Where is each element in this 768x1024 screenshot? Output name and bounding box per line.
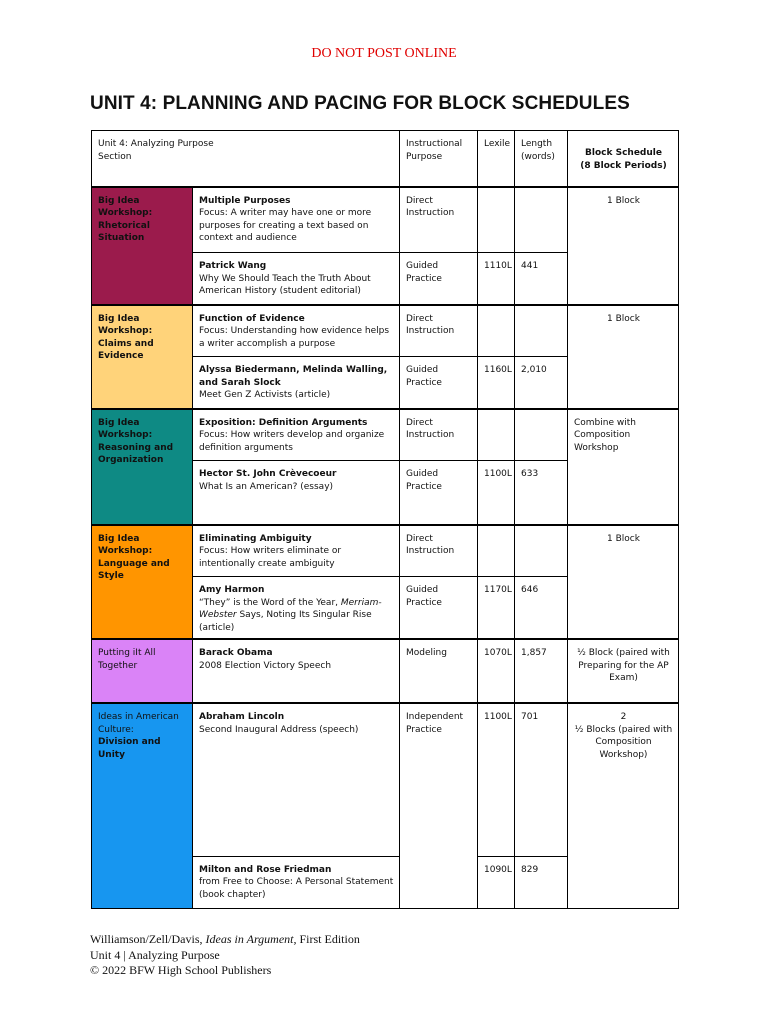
text-description-part1: “They” is the Word of the Year, — [199, 597, 341, 608]
do-not-post-notice: DO NOT POST ONLINE — [311, 46, 457, 61]
text-title: Hector St. John Crèvecoeur — [199, 469, 337, 479]
text-title: Abraham Lincoln — [199, 712, 285, 722]
text-cell — [193, 461, 400, 525]
text-cell — [193, 357, 400, 409]
section-label-line2: Reasoning and Organization — [98, 442, 174, 465]
text-description: Meet Gen Z Activists (article) — [199, 390, 331, 400]
block-cell: Combine with Composition Workshop — [568, 409, 679, 525]
text-cell — [193, 703, 400, 856]
section-label-reasoning — [92, 409, 193, 525]
text-description: from Free to Choose: A Personal Statement (book chapter) — [199, 877, 394, 900]
header-section-line1: Unit 4: Analyzing Purpose — [98, 139, 214, 149]
section-label-line1: Ideas in American Culture: — [98, 712, 179, 735]
header-purpose — [400, 131, 478, 187]
text-cell — [193, 187, 400, 253]
table-row — [92, 409, 679, 461]
text-title: Function of Evidence — [199, 313, 305, 324]
text-description: Focus: How writers eliminate or intentionally create ambiguity — [199, 546, 342, 569]
lexile-cell: 1090L — [478, 856, 515, 908]
text-cell — [193, 305, 400, 357]
header-length-line1: Length — [521, 139, 553, 149]
length-cell: 701 — [515, 703, 568, 856]
purpose-cell: Independent Practice — [400, 703, 478, 908]
purpose-cell: Guided Practice — [400, 253, 478, 305]
lexile-cell: 1100L — [478, 703, 515, 856]
text-cell — [193, 253, 400, 305]
section-label-rhetorical — [92, 187, 193, 305]
text-title: Multiple Purposes — [199, 195, 291, 206]
purpose-cell: Direct Instruction — [400, 409, 478, 461]
block-count: 2 — [620, 712, 627, 722]
length-cell — [515, 409, 568, 461]
lexile-cell: 1160L — [478, 357, 515, 409]
table-row — [92, 703, 679, 856]
length-cell: 646 — [515, 577, 568, 640]
purpose-cell: Guided Practice — [400, 461, 478, 525]
purpose-cell: Guided Practice — [400, 577, 478, 640]
page-title: UNIT 4: PLANNING AND PACING FOR BLOCK SCHEDULES — [90, 93, 630, 114]
length-cell: 2,010 — [515, 357, 568, 409]
text-description: Focus: A writer may have one or more purposes for creating a text based on context and audience — [199, 208, 372, 243]
text-title: Barack Obama — [199, 648, 273, 658]
purpose-cell: Guided Practice — [400, 357, 478, 409]
lexile-cell: 1100L — [478, 461, 515, 525]
header-purpose-line2: Purpose — [406, 151, 443, 162]
text-title: Exposition: Definition Arguments — [199, 417, 368, 428]
header-block-line2: (8 Block Periods) — [580, 160, 667, 171]
text-cell — [193, 639, 400, 703]
text-title: Amy Harmon — [199, 585, 265, 595]
purpose-cell: Direct Instruction — [400, 305, 478, 357]
table-header-row — [92, 131, 679, 187]
section-label-line2: Rhetorical Situation — [98, 220, 150, 243]
section-label-line1: Big Idea Workshop: — [98, 313, 153, 336]
pacing-table — [91, 130, 679, 909]
header-length-line2: (words) — [521, 151, 555, 162]
header-section — [92, 131, 400, 187]
section-label-claims — [92, 305, 193, 409]
footer-book-title: Ideas in Argument, — [205, 932, 297, 946]
length-cell: 441 — [515, 253, 568, 305]
text-cell — [193, 409, 400, 461]
text-cell — [193, 525, 400, 577]
header-purpose-line1: Instructional — [406, 139, 463, 149]
table-row — [92, 639, 679, 703]
lexile-cell — [478, 409, 515, 461]
block-cell: 1 Block — [568, 525, 679, 640]
text-description-part2: Says, Noting Its Singular Rise (article) — [199, 610, 372, 633]
header-block-line1: Block Schedule — [585, 148, 662, 159]
table-row — [92, 187, 679, 253]
lexile-cell — [478, 187, 515, 253]
lexile-cell: 1070L — [478, 639, 515, 703]
header-lexile: Lexile — [478, 131, 515, 187]
section-label-line2: Together — [98, 660, 138, 671]
length-cell: 633 — [515, 461, 568, 525]
section-label-ideas — [92, 703, 193, 908]
header-length — [515, 131, 568, 187]
block-cell: 1 Block — [568, 187, 679, 305]
lexile-cell — [478, 525, 515, 577]
section-label-line1: Big Idea Workshop: — [98, 195, 153, 218]
section-label-line2: Claims and Evidence — [98, 338, 154, 361]
block-cell — [568, 703, 679, 908]
text-title: Patrick Wang — [199, 261, 267, 271]
page-footer — [90, 932, 360, 979]
section-label-line2: Language and Style — [98, 558, 170, 581]
length-cell: 1,857 — [515, 639, 568, 703]
length-cell — [515, 305, 568, 357]
footer-edition: First Edition — [296, 932, 360, 946]
length-cell: 829 — [515, 856, 568, 908]
purpose-cell: Direct Instruction — [400, 525, 478, 577]
footer-citation — [90, 932, 360, 948]
purpose-cell: Direct Instruction — [400, 187, 478, 253]
lexile-cell: 1170L — [478, 577, 515, 640]
table-row — [92, 305, 679, 357]
footer-unit: Unit 4 | Analyzing Purpose — [90, 947, 220, 962]
text-description: Second Inaugural Address (speech) — [199, 724, 359, 735]
block-cell: ½ Block (paired with Preparing for the AP Exam) — [568, 639, 679, 703]
footer-copyright: © 2022 BFW High School Publishers — [90, 963, 272, 977]
text-description: 2008 Election Victory Speech — [199, 660, 332, 671]
section-label-language — [92, 525, 193, 640]
text-description: Focus: How writers develop and organize definition arguments — [199, 430, 385, 453]
text-title: Milton and Rose Friedman — [199, 864, 332, 875]
header-block-schedule — [568, 131, 679, 187]
length-cell — [515, 187, 568, 253]
section-label-putting — [92, 639, 193, 703]
section-label-line1: Putting iIt All — [98, 648, 156, 658]
lexile-cell: 1110L — [478, 253, 515, 305]
purpose-cell: Modeling — [400, 639, 478, 703]
text-cell — [193, 856, 400, 908]
footer-authors: Williamson/Zell/Davis, — [90, 932, 206, 946]
text-description: What Is an American? (essay) — [199, 481, 334, 492]
header-section-line2: Section — [98, 151, 132, 162]
lexile-cell — [478, 305, 515, 357]
section-label-line1: Big Idea Workshop: — [98, 417, 153, 440]
block-note: ½ Blocks (paired with Composition Workshop) — [574, 724, 673, 760]
text-title: Alyssa Biedermann, Melinda Walling, and Sarah Slock — [199, 365, 388, 388]
block-cell: 1 Block — [568, 305, 679, 409]
section-label-line1: Big Idea Workshop: — [98, 533, 153, 556]
text-description-italic: Merriam-Webster — [199, 597, 382, 620]
text-description: Why We Should Teach the Truth About American History (student editorial) — [199, 273, 371, 296]
text-title: Eliminating Ambiguity — [199, 533, 312, 544]
section-label-line2: Division and Unity — [98, 737, 161, 760]
length-cell — [515, 525, 568, 577]
table-row — [92, 525, 679, 577]
text-description: Focus: Understanding how evidence helps a writer accomplish a purpose — [199, 326, 390, 349]
text-cell — [193, 577, 400, 640]
